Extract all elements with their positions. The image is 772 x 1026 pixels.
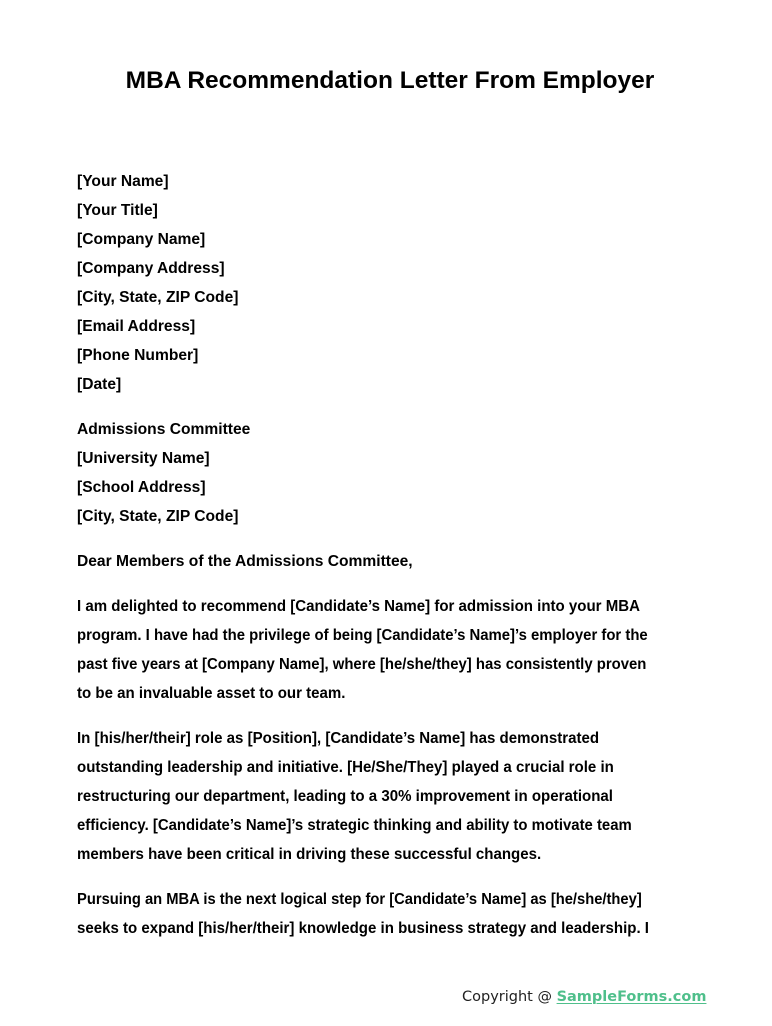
sender-company: [Company Name] bbox=[77, 231, 206, 248]
copyright-label: Copyright @ bbox=[462, 989, 557, 1005]
paragraph-line: I am delighted to recommend [Candidate’s Name] for admission into your MBA bbox=[77, 598, 640, 615]
paragraph-line: past five years at [Company Name], where [he/she/they] has consistently proven bbox=[77, 656, 647, 673]
sender-phone: [Phone Number] bbox=[77, 347, 199, 364]
paragraph-line: Pursuing an MBA is the next logical step for [Candidate’s Name] as [he/she/they] bbox=[77, 891, 642, 908]
paragraph-mba-goals bbox=[77, 885, 707, 943]
sender-address-block bbox=[77, 167, 707, 399]
paragraph-line: outstanding leadership and initiative. [He/She/They] played a crucial role in bbox=[77, 759, 614, 776]
sender-company-address: [Company Address] bbox=[77, 260, 225, 277]
letter-date: [Date] bbox=[77, 376, 122, 393]
salutation: Dear Members of the Admissions Committee, bbox=[77, 553, 413, 570]
paragraph-line: efficiency. [Candidate’s Name]’s strategic thinking and ability to motivate team bbox=[77, 817, 632, 834]
sender-title: [Your Title] bbox=[77, 202, 158, 219]
paragraph-introduction bbox=[77, 592, 707, 708]
sampleforms-link[interactable]: SampleForms.com bbox=[556, 989, 707, 1005]
document-title: MBA Recommendation Letter From Employer bbox=[125, 67, 655, 94]
paragraph-achievements bbox=[77, 724, 707, 869]
paragraph-line: members have been critical in driving these successful changes. bbox=[77, 846, 542, 863]
sender-city-state-zip: [City, State, ZIP Code] bbox=[77, 289, 239, 306]
copyright-footer bbox=[462, 987, 706, 1007]
paragraph-line: program. I have had the privilege of being [Candidate’s Name]’s employer for the bbox=[77, 627, 648, 644]
paragraph-line: restructuring our department, leading to a 30% improvement in operational bbox=[77, 788, 613, 805]
paragraph-line: seeks to expand [his/her/their] knowledge in business strategy and leadership. I bbox=[77, 920, 649, 937]
recipient-name: Admissions Committee bbox=[77, 421, 251, 438]
letter-body bbox=[77, 167, 707, 959]
recipient-city-state-zip: [City, State, ZIP Code] bbox=[77, 508, 239, 525]
recipient-school-address: [School Address] bbox=[77, 479, 206, 496]
recipient-address-block bbox=[77, 415, 707, 531]
paragraph-line: to be an invaluable asset to our team. bbox=[77, 685, 346, 702]
recipient-university: [University Name] bbox=[77, 450, 210, 467]
sender-email: [Email Address] bbox=[77, 318, 196, 335]
paragraph-line: In [his/her/their] role as [Position], [Candidate’s Name] has demonstrated bbox=[77, 730, 600, 747]
sender-name: [Your Name] bbox=[77, 173, 169, 190]
